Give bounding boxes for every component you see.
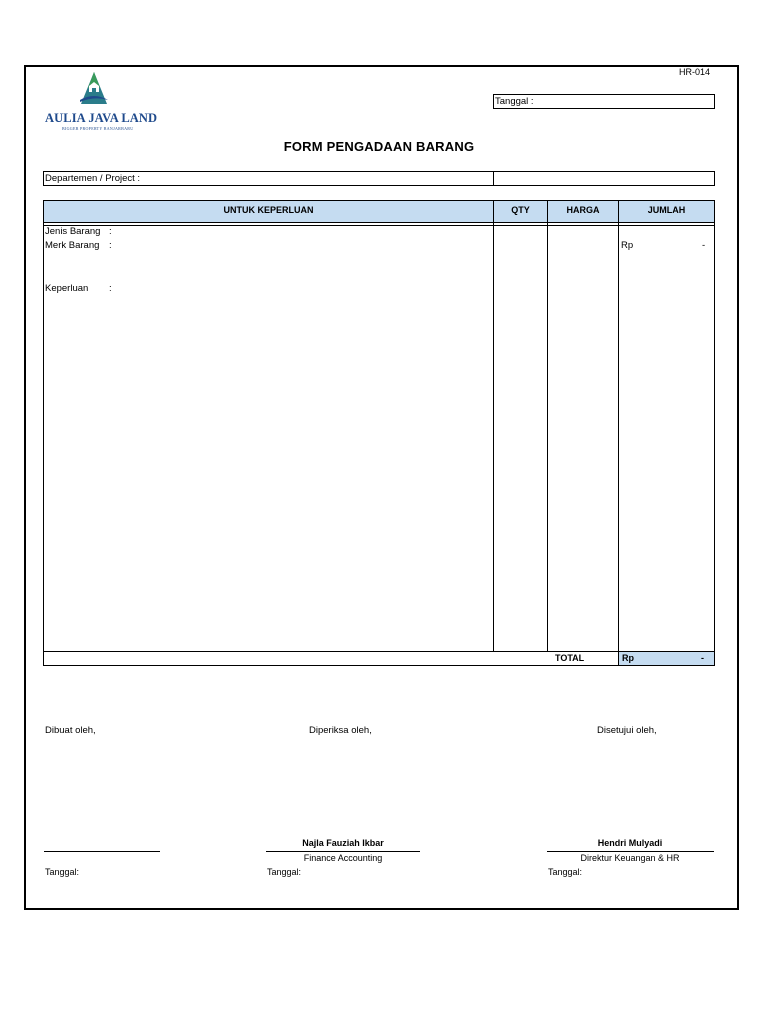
department-label: Departemen / Project :: [45, 173, 141, 184]
total-divider: [618, 651, 619, 666]
total-value: -: [701, 653, 704, 663]
brand-label: Merk Barang: [45, 240, 100, 251]
logo-mark-icon: [44, 70, 154, 110]
date-label: Tanggal :: [495, 96, 534, 107]
made-by-signature-line: [44, 851, 160, 852]
header-divider-double: [44, 225, 714, 226]
header-price: HARGA: [566, 205, 600, 215]
header-purpose: UNTUK KEPERLUAN: [223, 205, 314, 215]
form-title: FORM PENGADAAN BARANG: [283, 139, 475, 154]
department-field[interactable]: [43, 171, 494, 186]
document-code: HR-014: [679, 67, 711, 77]
department-value-field[interactable]: [493, 171, 715, 186]
item-type-colon: :: [109, 226, 112, 237]
total-currency: Rp: [622, 653, 634, 663]
column-divider-qty: [493, 201, 494, 651]
approved-by-date-label: Tanggal:: [548, 867, 583, 877]
checked-by-date-label: Tanggal:: [267, 867, 302, 877]
amount-value: -: [702, 240, 706, 251]
date-field[interactable]: [493, 94, 715, 109]
logo-name: AULIA JAVA LAND: [45, 111, 158, 125]
total-label: TOTAL: [555, 653, 585, 663]
made-by-date-label: Tanggal:: [45, 867, 80, 877]
company-logo: [44, 70, 158, 132]
items-table: [43, 200, 715, 652]
approved-by-name: Hendri Mulyadi: [597, 838, 663, 848]
header-divider: [44, 222, 714, 223]
approved-by-role: Direktur Keuangan & HR: [580, 853, 680, 863]
made-by-label: Dibuat oleh,: [45, 725, 96, 736]
total-row: [43, 651, 715, 666]
item-type-label: Jenis Barang: [45, 226, 101, 237]
checked-by-name: Najla Fauziah Ikbar: [302, 838, 384, 848]
checked-by-label: Diperiksa oleh,: [309, 725, 372, 736]
header-qty: QTY: [511, 205, 530, 215]
purpose-label: Keperluan: [45, 283, 89, 294]
approved-by-label: Disetujui oleh,: [597, 725, 657, 736]
brand-colon: :: [109, 240, 112, 251]
purpose-colon: :: [109, 283, 112, 294]
checked-by-role: Finance Accounting: [303, 853, 383, 863]
header-amount: JUMLAH: [647, 205, 686, 215]
logo-tagline: BIGGER PROPERTY BANJARBARU: [62, 126, 134, 131]
column-divider-price: [547, 201, 548, 651]
checked-by-signature-line: [266, 851, 420, 852]
column-divider-amount: [618, 201, 619, 651]
approved-by-signature-line: [547, 851, 714, 852]
amount-currency: Rp: [621, 240, 634, 251]
